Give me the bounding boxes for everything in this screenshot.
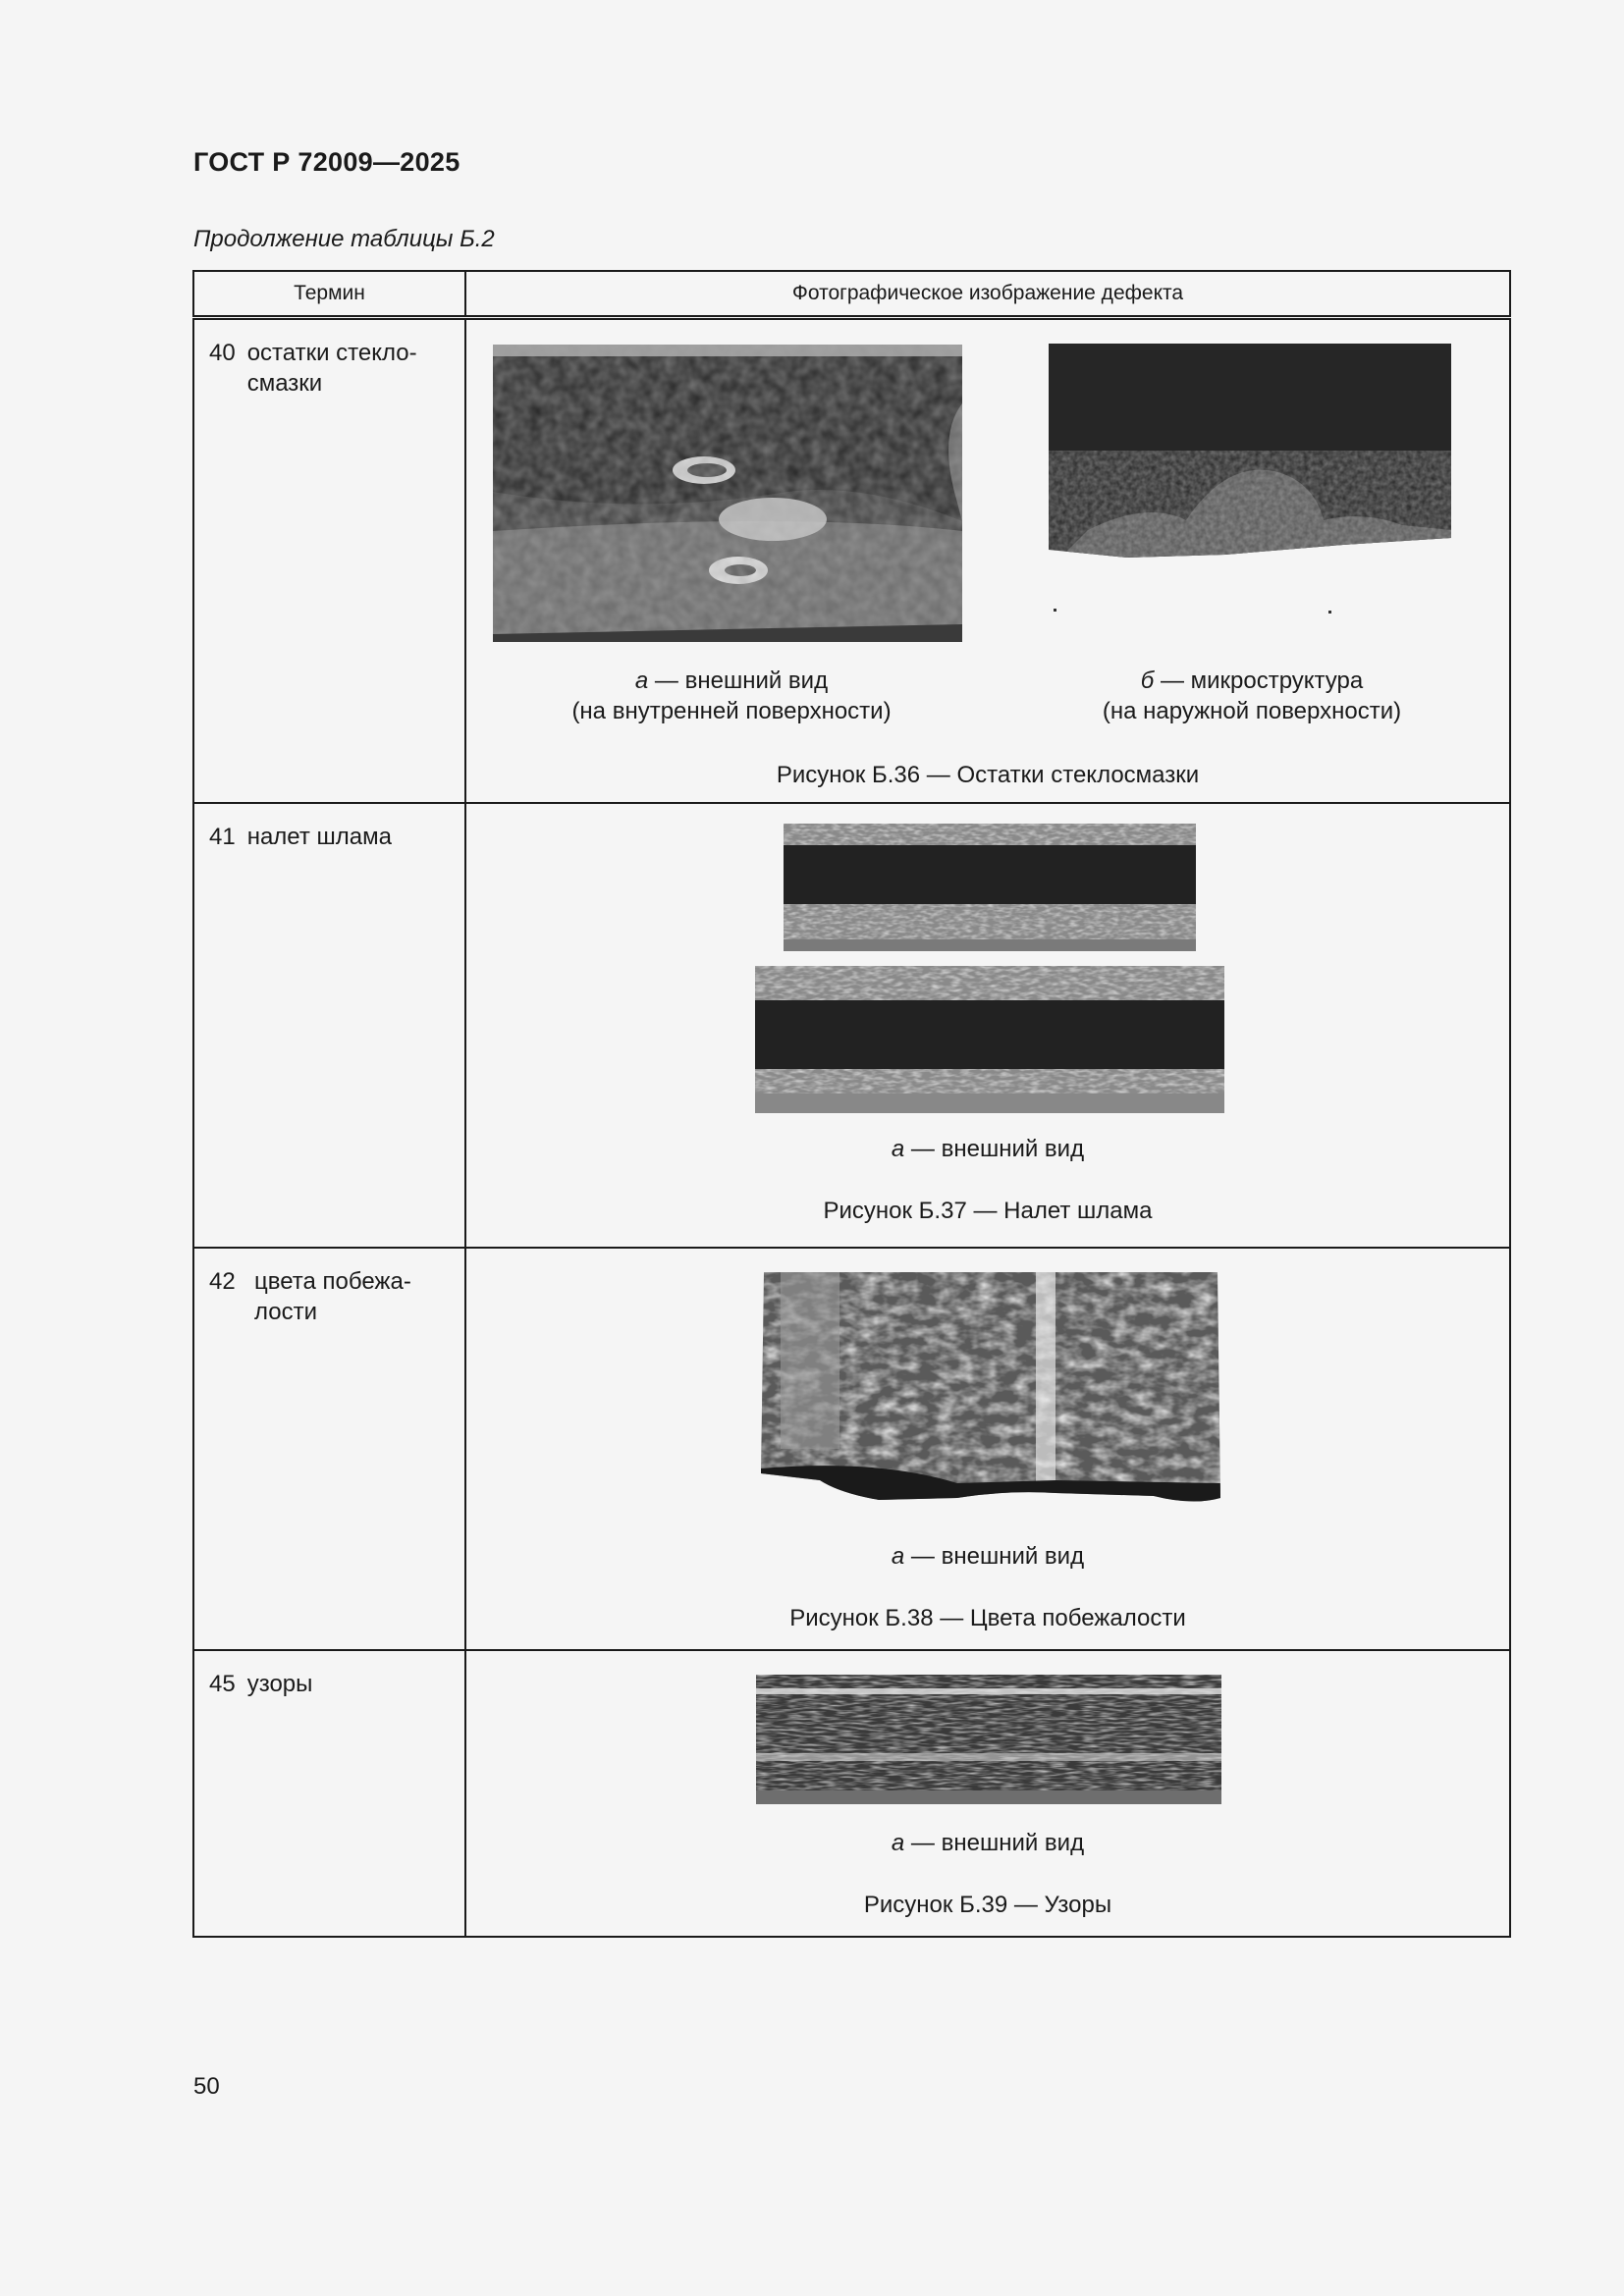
photo-temper-colors <box>761 1272 1222 1513</box>
term-text: цвета побежа-лости <box>254 1267 411 1325</box>
table-row <box>193 803 1510 1248</box>
subfigure-letter: а <box>891 1542 905 1570</box>
term-cell <box>193 1650 465 1937</box>
subfigure-caption-a <box>466 1541 1509 1572</box>
subfigure-letter: а <box>891 1829 905 1856</box>
table-row <box>193 318 1510 803</box>
column-header-photo: Фотографическое изображение дефекта <box>465 271 1510 318</box>
subfigure-text: — внешний вид <box>910 1829 1085 1856</box>
subfigure-caption-a <box>545 666 918 726</box>
defects-table <box>192 270 1511 1938</box>
photo-microstructure <box>1049 344 1451 620</box>
figure-caption: Рисунок Б.36 — Остатки стеклосмазки <box>776 762 1200 788</box>
photo-inner-surface <box>493 345 962 642</box>
subfigure-letter: а <box>634 667 649 694</box>
table-row <box>193 1650 1510 1937</box>
subfigure-text: — внешний вид <box>910 1135 1085 1162</box>
photo-sludge-2 <box>755 966 1224 1113</box>
column-header-term: Термин <box>193 271 465 318</box>
term-number: 40 <box>209 340 236 366</box>
subfigure-text-line2: (на внутренней поверхности) <box>571 698 892 724</box>
page-number: 50 <box>193 2073 220 2100</box>
figure-caption: Рисунок Б.38 — Цвета побежалости <box>789 1604 1186 1631</box>
term-number: 45 <box>209 1670 236 1697</box>
subfigure-letter: а <box>891 1135 905 1162</box>
term-cell <box>193 318 465 803</box>
subfigure-caption-a <box>466 1828 1509 1858</box>
photo-cell <box>465 1248 1510 1650</box>
term-text: узоры <box>246 1670 313 1697</box>
photo-patterns <box>756 1675 1221 1804</box>
table-row <box>193 1248 1510 1650</box>
subfigure-text: — внешний вид <box>654 667 829 694</box>
term-number: 42 <box>209 1267 236 1295</box>
term-cell <box>193 803 465 1248</box>
term-text: налет шлама <box>246 823 392 850</box>
term-number: 41 <box>209 823 236 850</box>
subfigure-letter: б <box>1140 667 1155 694</box>
figure-caption: Рисунок Б.39 — Узоры <box>863 1891 1112 1918</box>
document-code: ГОСТ Р 72009—2025 <box>193 147 460 177</box>
term-text: остатки стекло-смазки <box>246 340 417 397</box>
subfigure-text: — внешний вид <box>910 1542 1085 1570</box>
subfigure-text-line2: (на наружной поверхности) <box>1102 698 1402 724</box>
photo-sludge-1 <box>784 824 1196 951</box>
photo-cell <box>465 1650 1510 1937</box>
subfigure-caption-b <box>1056 666 1448 726</box>
figure-caption: Рисунок Б.37 — Налет шлама <box>823 1197 1153 1224</box>
photo-cell <box>465 318 1510 803</box>
subfigure-caption-a <box>466 1134 1509 1164</box>
term-cell <box>193 1248 465 1650</box>
subfigure-text: — микроструктура <box>1160 667 1364 694</box>
photo-cell <box>465 803 1510 1248</box>
table-header-row <box>193 271 1510 318</box>
table-caption: Продолжение таблицы Б.2 <box>193 226 495 252</box>
